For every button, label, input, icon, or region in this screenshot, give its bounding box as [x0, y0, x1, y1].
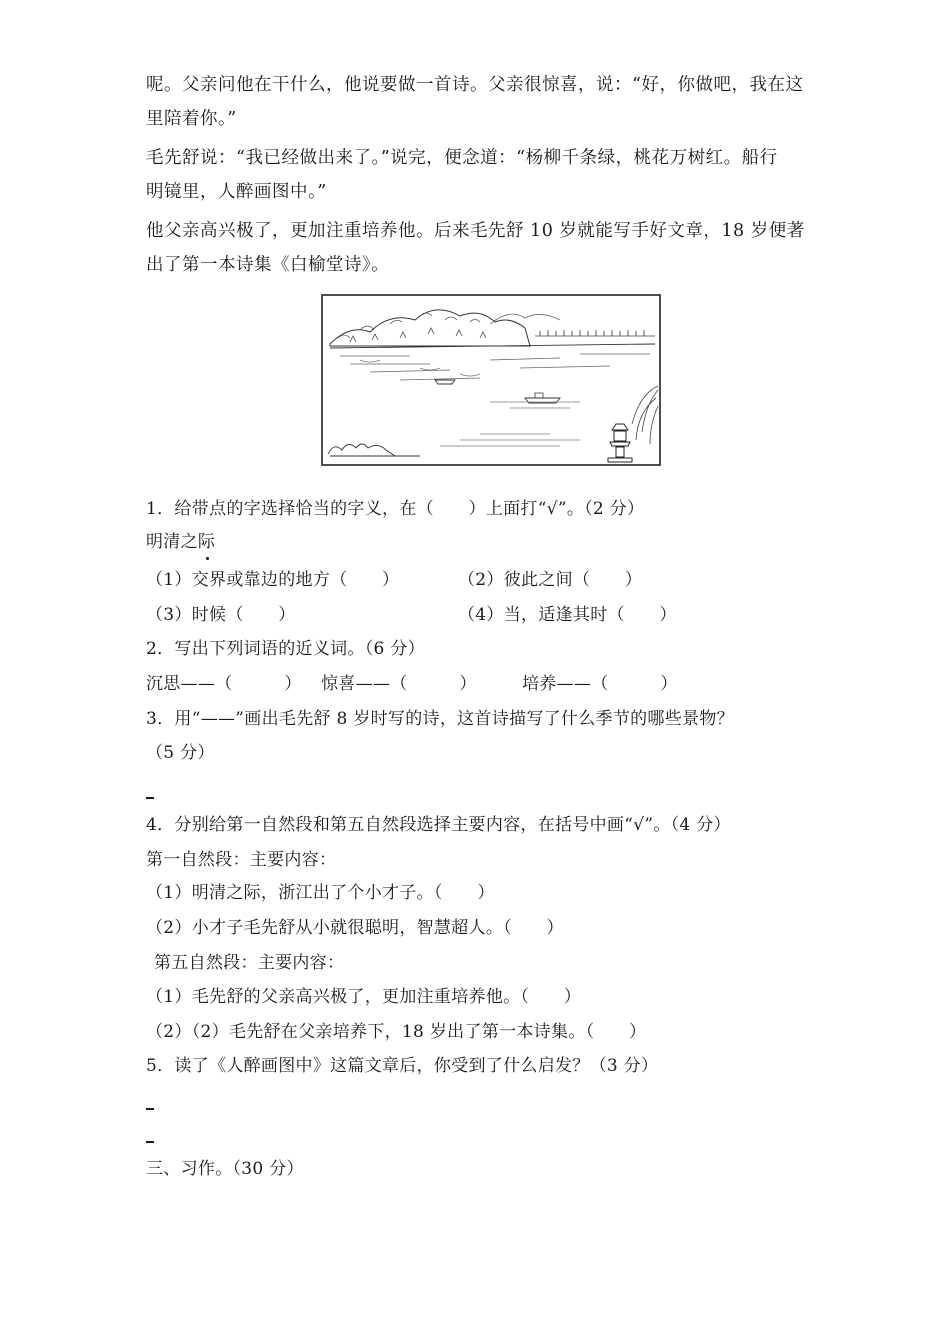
answer-blank-line	[146, 1141, 154, 1143]
question-1-prompt: 1．给带点的字选择恰当的字义，在（ ）上面打“√”。（2 分）	[146, 499, 645, 519]
passage-line-3: 毛先舒说：“我已经做出来了。”说完，便念道：“杨柳千条绿，桃花万树红。船行	[146, 148, 778, 168]
question-4-para5-label: 第五自然段：主要内容：	[154, 953, 345, 973]
question-1-option-4: （4）当，适逢其时（ ）	[458, 605, 677, 625]
passage-line-1: 呢。父亲问他在干什么，他说要做一首诗。父亲很惊喜，说：“好，你做吧，我在这	[146, 75, 804, 95]
passage-line-5: 他父亲高兴极了，更加注重培养他。后来毛先舒 10 岁就能写手好文章，18 岁便著	[146, 221, 805, 241]
passage-line-4: 明镜里，人醉画图中。”	[146, 182, 327, 202]
question-4-prompt: 4．分别给第一自然段和第五自然段选择主要内容，在括号中画“√”。（4 分）	[146, 815, 731, 835]
answer-blank-line	[146, 797, 154, 799]
question-4-para5-option-2: （2）（2）毛先舒在父亲培养下，18 岁出了第一本诗集。（ ）	[146, 1022, 647, 1042]
question-5-prompt: 5．读了《人醉画图中》这篇文章后，你受到了什么启发？（3 分）	[146, 1056, 659, 1076]
question-1-option-1: （1）交界或靠边的地方（ ）	[146, 570, 400, 590]
question-2-item-1: 沉思——（ ）	[146, 674, 302, 694]
question-2-item-3: 培养——（ ）	[522, 674, 678, 694]
answer-blank-line	[146, 1108, 154, 1110]
question-1-word-text: 明清之	[146, 532, 198, 552]
question-2-item-2: 惊喜——（ ）	[321, 674, 477, 694]
landscape-lake-illustration	[320, 294, 662, 470]
question-3-prompt: 3．用“——”画出毛先舒 8 岁时写的诗，这首诗描写了什么季节的哪些景物？	[146, 709, 734, 729]
passage-line-6: 出了第一本诗集《白榆堂诗》。	[146, 255, 390, 275]
passage-line-2: 里陪着你。”	[146, 109, 237, 129]
question-4-para1-option-1: （1）明清之际，浙江出了个小才子。（ ）	[146, 883, 495, 903]
section-3-title: 三、习作。（30 分）	[146, 1159, 304, 1179]
emphasis-dot-icon	[206, 557, 209, 560]
question-1-word	[146, 530, 215, 554]
question-3-points: （5 分）	[146, 743, 215, 763]
question-1-option-3: （3）时候（ ）	[146, 605, 296, 625]
question-2-prompt: 2．写出下列词语的近义词。（6 分）	[146, 639, 425, 659]
question-1-option-2: （2）彼此之间（ ）	[458, 570, 643, 590]
question-4-para1-label: 第一自然段：主要内容：	[146, 850, 337, 870]
question-4-para5-option-1: （1）毛先舒的父亲高兴极了，更加注重培养他。（ ）	[146, 987, 582, 1007]
dotted-character: 际	[198, 530, 215, 554]
question-4-para1-option-2: （2）小才子毛先舒从小就很聪明，智慧超人。（ ）	[146, 918, 564, 938]
